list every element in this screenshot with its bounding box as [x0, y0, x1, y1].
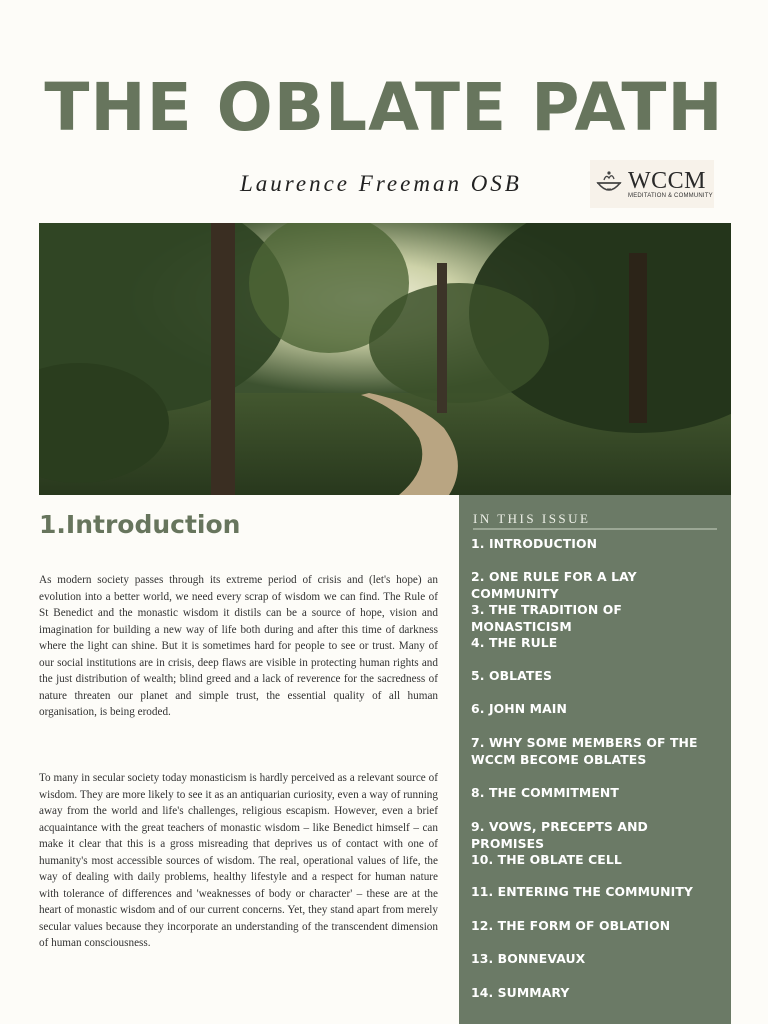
toc-item[interactable]: 7. WHY SOME MEMBERS OF THE WCCM BECOME OBLATES	[471, 735, 698, 767]
toc-item[interactable]: 13. BONNEVAUX	[471, 951, 586, 966]
section-title: 1.Introduction	[39, 510, 241, 539]
logo-tagline: MEDITATION & COMMUNITY	[628, 193, 713, 199]
toc-item[interactable]: 1. INTRODUCTION	[471, 536, 598, 551]
bowl-icon	[594, 169, 624, 199]
toc-item[interactable]: 12. THE FORM OF OBLATION	[471, 918, 671, 933]
toc-item[interactable]: 14. SUMMARY	[471, 985, 570, 1000]
body-paragraph-2: To many in secular society today monasticism is hardly perceived as a relevant source of wisdom. They are more likely to see it as an antiquarian curiosity, even a way of running away from the world and life's challenges, religious escapism. However, even a brief acquaintance with the great teachers of monastic wisdom – like Benedict himself – can make it clear that this is a gross misreading that deprives us of contact with one of humanity's most accessible sources of wisdom. The real, operational values of life, the way of dealing with daily problems, healthy lifestyle and a respect for human nature with tolerance of differences and 'weaknesses of body or character' – these are at the heart of monastic wisdom and of our current concerns. Yet, they stand apart from merely secular values because they incorporate an understanding of the transcendent dimension of human consciousness.	[39, 772, 438, 949]
contents-sidebar	[459, 495, 731, 1024]
toc-item[interactable]: 11. ENTERING THE COMMUNITY	[471, 884, 693, 899]
toc-item[interactable]: 3. THE TRADITION OF MONASTICISM	[471, 602, 622, 634]
hero-photo	[39, 223, 731, 495]
author-name: Laurence Freeman OSB	[240, 171, 522, 196]
sidebar-divider	[473, 528, 717, 530]
sidebar-heading: IN THIS ISSUE	[473, 511, 591, 526]
toc-item[interactable]: 9. VOWS, PRECEPTS AND PROMISES	[471, 819, 648, 851]
document-title: THE OBLATE PATH	[44, 69, 724, 146]
wccm-logo	[590, 160, 714, 208]
toc-item[interactable]: 2. ONE RULE FOR A LAY COMMUNITY	[471, 569, 637, 601]
forest-path-image	[39, 223, 731, 495]
logo-wordmark: WCCM	[628, 168, 707, 194]
toc-item[interactable]: 10. THE OBLATE CELL	[471, 852, 622, 867]
toc-item[interactable]: 4. THE RULE	[471, 635, 558, 650]
body-paragraph-1: As modern society passes through its extreme period of crisis and (let's hope) an evolution into a better world, we need every scrap of wisdom we can find. The Rule of St Benedict and the monastic wisdom it distils can be a source of hope, vision and imagination for building a new way of life both during and after this time of darkness where the light can shine. But it is sometimes hard for people to see or trust. Many of our social institutions are in crisis, deep flaws are visible in protecting human rights and the just distribution of wealth; blind greed and a lack of reverence for the sacredness of nature threaten our planet and simple trust, the essential quality of all human organisation, is being eroded.	[39, 574, 438, 718]
toc-item[interactable]: 8. THE COMMITMENT	[471, 785, 619, 800]
toc-item[interactable]: 6. JOHN MAIN	[471, 701, 567, 716]
toc-item[interactable]: 5. OBLATES	[471, 668, 552, 683]
